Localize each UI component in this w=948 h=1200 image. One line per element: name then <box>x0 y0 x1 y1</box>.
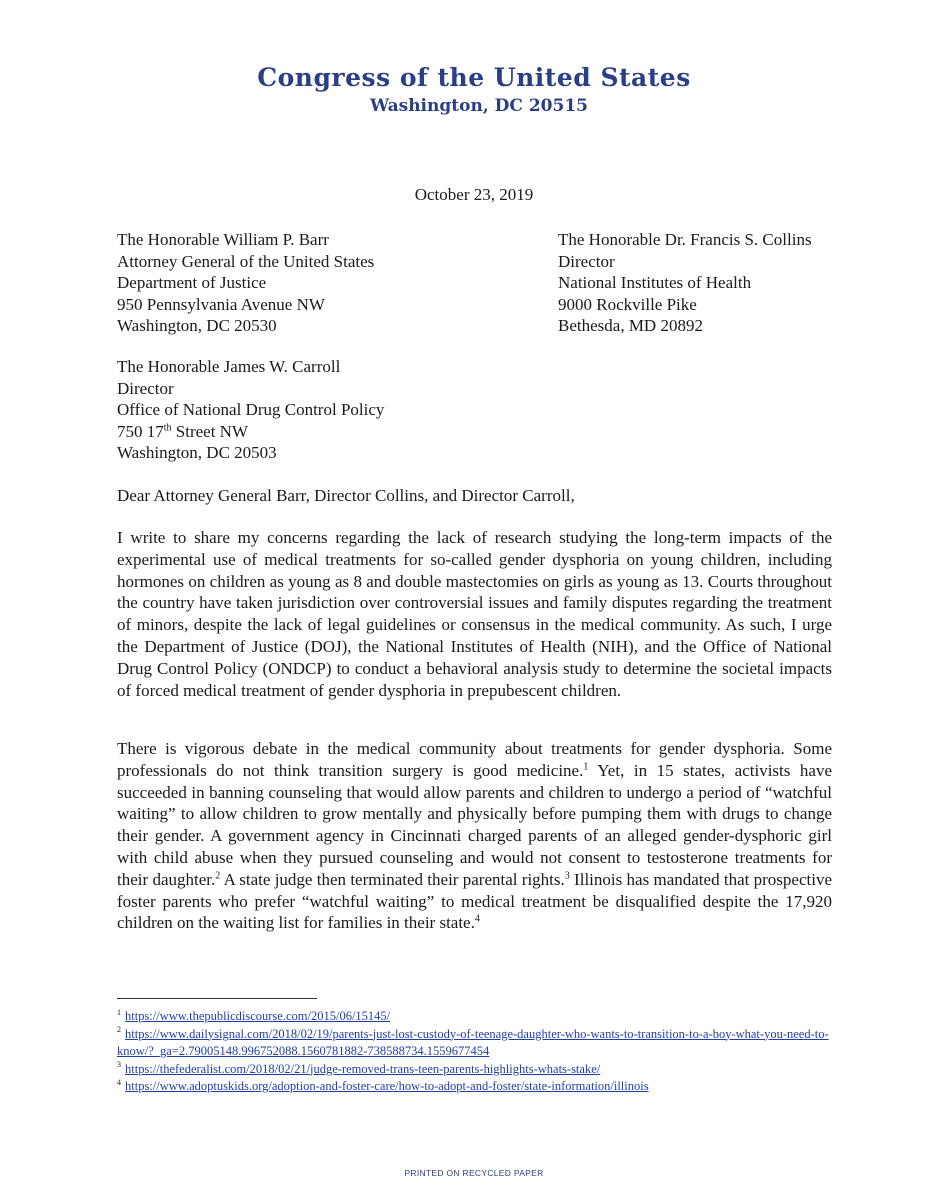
footnote-number: 4 <box>117 1077 121 1087</box>
recipient-line: The Honorable James W. Carroll <box>117 357 341 376</box>
letterhead <box>0 62 948 118</box>
recipient-line: Director <box>558 251 615 271</box>
sentence: Yet, in 15 states, activists have succeeded in banning counseling that would allow parents and children to undergo a period of “watchful waiting” to allow children to grow mentally and physically before pumping them with drugs to change their gender. A government agency in Cincinnati charged parents of an alleged gender-dysphoric girl with child abuse when they pursued counseling and would not consent to testosterone treatments for their daughter. <box>117 760 832 889</box>
recipient-line: Washington, DC 20503 <box>117 443 277 462</box>
recipient-line: Washington, DC 20530 <box>117 316 277 335</box>
body-paragraph-1: I write to share my concerns regarding the lack of research studying the long-term impacts of the experimental use of medical treatments for so-called gender dysphoria on young children, including hormones on children as young as 8 and double mastectomies on girls as young as 13. Courts throughout the country have taken jurisdiction over controversial issues and family disputes regarding the treatment of minors, despite the lack of legal guidelines or consensus in the medical community. As such, I urge the Department of Justice (DOJ), the National Institutes of Health (NIH), and the Office of National Drug Control Policy (ONDCP) to conduct a behavioral analysis study to determine the societal impacts of forced medical treatment of gender dysphoria in prepubescent children. <box>117 528 832 700</box>
letterhead-subtitle: Washington, DC 20515 <box>370 96 588 116</box>
footnote <box>117 1078 832 1096</box>
recipient-line: Attorney General of the United States <box>117 251 375 271</box>
footnote-link[interactable]: https://www.adoptuskids.org/adoption-and-foster-care/how-to-adopt-and-foster/state-information/illinois <box>125 1079 649 1093</box>
sentence: A state judge then terminated their parental rights. <box>220 869 565 889</box>
recipient-line: The Honorable William P. Barr <box>117 230 329 249</box>
sentence: There is vigorous debate in the medical community about treatments for gender dysphoria. Some professionals do not think transition surgery is good medicine. <box>117 739 832 780</box>
footnote-link[interactable]: https://thefederalist.com/2018/02/21/judge-removed-trans-teen-parents-highlights-whats-stake/ <box>125 1061 601 1076</box>
ordinal-suffix: th <box>163 421 172 433</box>
footnote-divider <box>117 998 317 999</box>
footnote-ref: 3 <box>564 870 570 882</box>
footnote-number: 2 <box>117 1025 121 1035</box>
footnote-number: 3 <box>117 1060 121 1070</box>
recipient-carroll <box>117 356 384 464</box>
recipient-barr <box>117 229 374 337</box>
street-number: 750 17 <box>117 421 164 441</box>
recipient-line: The Honorable Dr. Francis S. Collins <box>558 230 812 249</box>
footnote-link[interactable]: https://www.dailysignal.com/2018/02/19/parents-just-lost-custody-of-teenage-daughter-who-wants-to-transition-to-a-boy-what-you-need-to-know/?_ga=2.79005148.996752088.1560781882-738588734.1559677454 <box>117 1026 829 1058</box>
footnote-ref: 4 <box>474 913 480 925</box>
recipient-line: Bethesda, MD 20892 <box>558 316 703 335</box>
sentence: Illinois has mandated that prospective foster parents who prefer “watchful waiting” to medical treatment be disqualified despite the 17,920 children on the waiting list for families in their state. <box>117 869 833 933</box>
footnote-ref: 1 <box>583 761 589 773</box>
recipient-line: Director <box>117 378 174 398</box>
recipient-line: National Institutes of Health <box>558 273 752 292</box>
footnote <box>117 1026 832 1061</box>
footnotes <box>117 1008 832 1096</box>
footnote-link[interactable]: https://www.thepublicdiscourse.com/2015/06/15145/ <box>125 1009 391 1023</box>
footnote <box>117 1008 832 1026</box>
recipient-line: Department of Justice <box>117 273 267 292</box>
footnote <box>117 1061 832 1079</box>
street-name: Street NW <box>171 421 249 441</box>
recipient-collins <box>558 229 812 337</box>
footnote-ref: 2 <box>215 870 221 882</box>
recipient-line <box>117 421 384 443</box>
recipient-line: Office of National Drug Control Policy <box>117 400 385 419</box>
letterhead-title: Congress of the United States <box>257 63 691 92</box>
letter-date: October 23, 2019 <box>414 185 534 204</box>
footnote-number: 1 <box>117 1007 121 1017</box>
salutation: Dear Attorney General Barr, Director Collins, and Director Carroll, <box>117 486 575 505</box>
printed-on-recycled-paper: PRINTED ON RECYCLED PAPER <box>404 1168 544 1178</box>
body-paragraph-2 <box>117 738 832 934</box>
recipient-line: 9000 Rockville Pike <box>558 294 697 314</box>
recipient-line: 950 Pennsylvania Avenue NW <box>117 294 325 314</box>
